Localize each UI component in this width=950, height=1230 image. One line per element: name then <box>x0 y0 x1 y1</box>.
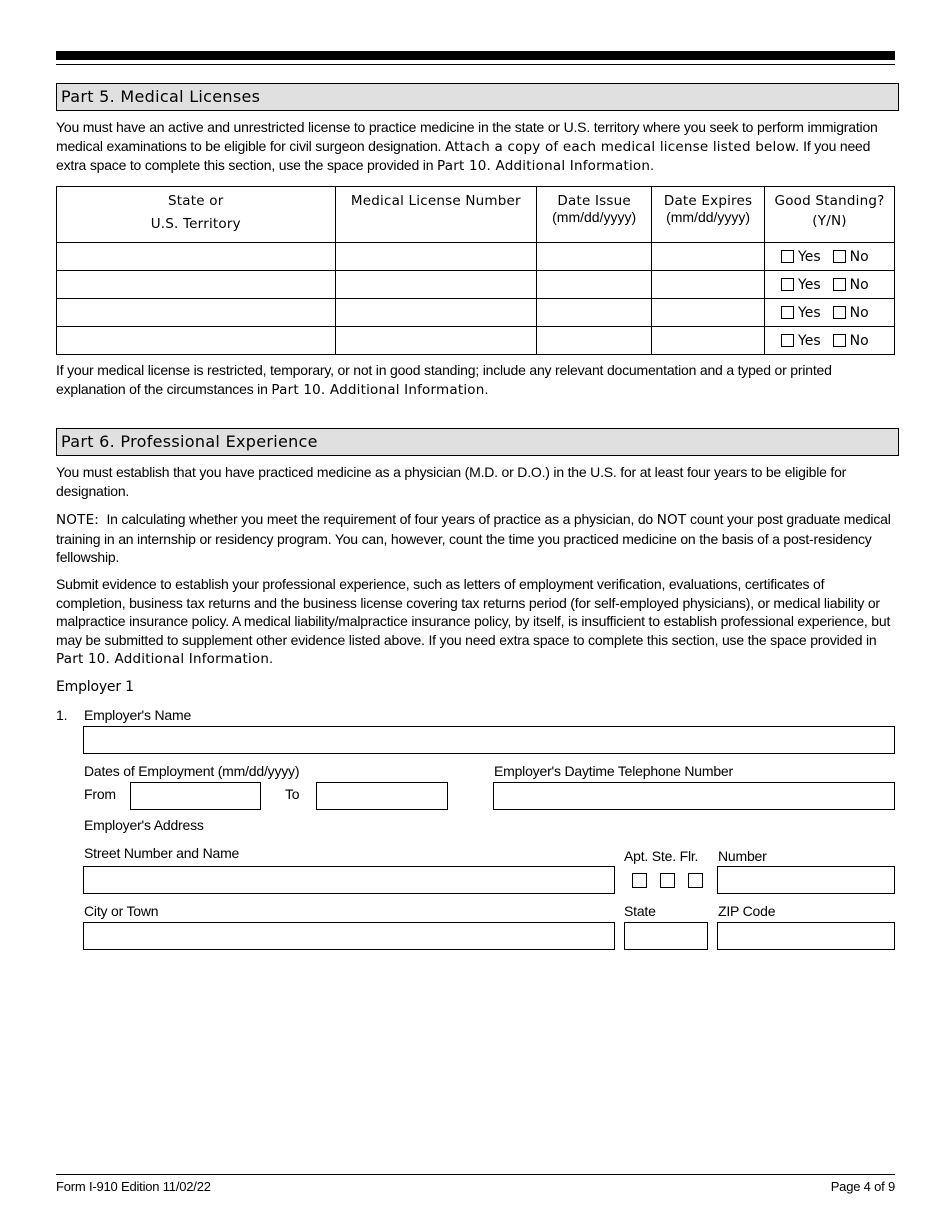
part6-header: Part 6. Professional Experience <box>56 428 899 456</box>
employer-name-input[interactable] <box>83 726 895 754</box>
item-number: 1. <box>56 707 68 723</box>
license-row <box>57 243 895 271</box>
license-table-header <box>57 187 895 243</box>
good-standing-cell <box>765 271 895 299</box>
note-not: NOT <box>656 512 687 528</box>
restricted-license-note: If your medical license is restricted, temporary, or not in good standing; include any relevant documentation and a typed or printed explanation of the circumstances in Part 10. Additional Information. <box>56 362 832 398</box>
license-number-cell[interactable] <box>335 271 537 299</box>
apt-label: Apt. Ste. Flr. <box>624 848 699 864</box>
license-row <box>57 271 895 299</box>
from-date-input[interactable] <box>130 782 261 810</box>
zip-label: ZIP Code <box>718 903 776 919</box>
from-label: From <box>84 786 116 802</box>
part10-reference: Part 10. Additional Information <box>271 381 485 398</box>
to-label: To <box>285 786 300 802</box>
col-state-line2: U.S. Territory <box>150 216 241 232</box>
no-checkbox[interactable] <box>833 306 846 319</box>
part10-reference: Part 10. Additional Information <box>437 158 651 174</box>
state-select[interactable] <box>624 922 708 950</box>
top-thick-rule <box>56 51 895 60</box>
no-checkbox[interactable] <box>833 250 846 263</box>
col-standing-header <box>765 187 895 243</box>
yes-checkbox[interactable] <box>781 334 794 347</box>
no-label: No <box>849 332 869 349</box>
col-expires-line1: Date Expires <box>663 193 753 209</box>
date-expires-cell[interactable] <box>652 271 765 299</box>
col-standing-line1: Good Standing? <box>774 193 885 209</box>
yes-label: Yes <box>798 276 821 293</box>
ste-checkbox[interactable] <box>660 873 675 888</box>
good-standing-cell <box>765 299 895 327</box>
city-input[interactable] <box>83 922 615 950</box>
col-expires-header <box>652 187 765 243</box>
license-row <box>57 299 895 327</box>
no-label: No <box>849 304 869 321</box>
number-label: Number <box>718 848 767 864</box>
col-issue-line2: (mm/dd/yyyy) <box>552 209 637 225</box>
address-label: Employer's Address <box>84 817 204 833</box>
license-number-cell[interactable] <box>335 299 537 327</box>
no-label: No <box>849 276 869 293</box>
evidence-text: Submit evidence to establish your professional experience, such as letters of employment verification, evaluations, certificates of completion, business tax returns and the business license covering tax returns period (for self-employed physicians), or medical liability or malpractice insurance policy. A medical liability/malpractice insurance policy, by itself, is insufficient to establish professional experience, but may be submitted to supplement other evidence listed above. If you need extra space to complete this section, use the space provided in <box>56 576 891 648</box>
part5-intro: You must have an active and unrestricted license to practice medicine in the state or U.S. territory where you seek to perform immigration medical examinations to be eligible for civil surgeon designation. Attach a copy of each medical license listed below. If you need extra space to complete this section, use the space provided in Part 10. Additional Information. <box>56 119 878 174</box>
part10-reference: Part 10. Additional Information <box>56 651 270 667</box>
employer-heading: Employer 1 <box>56 679 134 695</box>
unit-number-input[interactable] <box>717 866 895 894</box>
state-cell[interactable] <box>57 271 336 299</box>
to-date-input[interactable] <box>316 782 448 810</box>
yes-label: Yes <box>798 332 821 349</box>
note-text-a: In calculating whether you meet the requirement of four years of practice as a physician, do <box>106 511 654 527</box>
no-checkbox[interactable] <box>833 278 846 291</box>
restricted-note-text: If your medical license is restricted, temporary, or not in good standing; include any relevant documentation and a typed or printed explanation of the circumstances in <box>56 362 832 397</box>
col-license-label: Medical License Number <box>350 193 521 209</box>
part5-extra-space-text: If you need extra space to complete this section, use the space provided in <box>56 137 871 173</box>
zip-input[interactable] <box>717 922 895 950</box>
part5-attach-instruction: Attach a copy of each medical license listed below. <box>444 138 800 155</box>
col-license-header <box>335 187 537 243</box>
state-label: State <box>624 903 656 919</box>
good-standing-cell <box>765 243 895 271</box>
date-expires-cell[interactable] <box>652 299 765 327</box>
state-cell[interactable] <box>57 327 336 355</box>
phone-input[interactable] <box>493 782 895 810</box>
license-table <box>56 186 895 355</box>
state-cell[interactable] <box>57 299 336 327</box>
part5-header: Part 5. Medical Licenses <box>56 83 899 111</box>
date-issue-cell[interactable] <box>537 243 652 271</box>
yes-label: Yes <box>798 248 821 265</box>
license-row <box>57 327 895 355</box>
part6-evidence-para: Submit evidence to establish your professional experience, such as letters of employment verification, evaluations, certificates of completion, business tax returns and the business license covering tax returns period (for self-employed physicians), or medical liability or malpractice insurance policy. A medical liability/malpractice insurance policy, by itself, is insufficient to establish professional experience, but may be submitted to supplement other evidence listed above. If you need extra space to complete this section, use the space provided in Part 10. Additional Information. <box>56 576 891 667</box>
date-expires-cell[interactable] <box>652 243 765 271</box>
apt-checkbox[interactable] <box>632 873 647 888</box>
phone-label: Employer's Daytime Telephone Number <box>494 763 733 779</box>
note-text-b: count your post graduate medical training in an internship or residency program. You can, however, count the time you practiced medicine on the basis of a post-residency fellowship. <box>56 511 891 565</box>
license-number-cell[interactable] <box>335 243 537 271</box>
yes-checkbox[interactable] <box>781 250 794 263</box>
date-issue-cell[interactable] <box>537 299 652 327</box>
top-thin-rule <box>56 64 895 65</box>
part6-para1: You must establish that you have practiced medicine as a physician (M.D. or D.O.) in the U.S. for at least four years to be eligible for designation. <box>56 464 847 499</box>
yes-checkbox[interactable] <box>781 306 794 319</box>
dates-label: Dates of Employment (mm/dd/yyyy) <box>84 763 300 779</box>
part6-note <box>56 510 896 567</box>
street-input[interactable] <box>83 866 615 894</box>
good-standing-cell <box>765 327 895 355</box>
date-issue-cell[interactable] <box>537 271 652 299</box>
col-standing-line2: (Y/N) <box>812 213 847 229</box>
footer-form-edition: Form I-910 Edition 11/02/22 <box>56 1179 211 1194</box>
employer-name-label: Employer's Name <box>84 707 192 723</box>
footer-page-number: Page 4 of 9 <box>830 1179 895 1194</box>
state-cell[interactable] <box>57 243 336 271</box>
col-issue-header <box>537 187 652 243</box>
col-issue-line1: Date Issue <box>557 193 631 209</box>
license-number-cell[interactable] <box>335 327 537 355</box>
date-expires-cell[interactable] <box>652 327 765 355</box>
date-issue-cell[interactable] <box>537 327 652 355</box>
col-state-header <box>57 187 336 243</box>
note-label: NOTE: <box>56 512 100 528</box>
col-expires-line2: (mm/dd/yyyy) <box>666 209 751 225</box>
col-state-line1: State or <box>168 193 224 209</box>
flr-checkbox[interactable] <box>688 873 703 888</box>
street-label: Street Number and Name <box>84 845 240 861</box>
yes-checkbox[interactable] <box>781 278 794 291</box>
yes-label: Yes <box>798 304 821 321</box>
part5-intro-text: You must have an active and unrestricted license to practice medicine in the state or U.S. territory where you seek to perform immigration medical examinations to be eligible for civil surgeon designation. <box>56 119 878 154</box>
no-checkbox[interactable] <box>833 334 846 347</box>
footer-rule <box>56 1174 895 1175</box>
no-label: No <box>849 248 869 265</box>
city-label: City or Town <box>84 903 159 919</box>
